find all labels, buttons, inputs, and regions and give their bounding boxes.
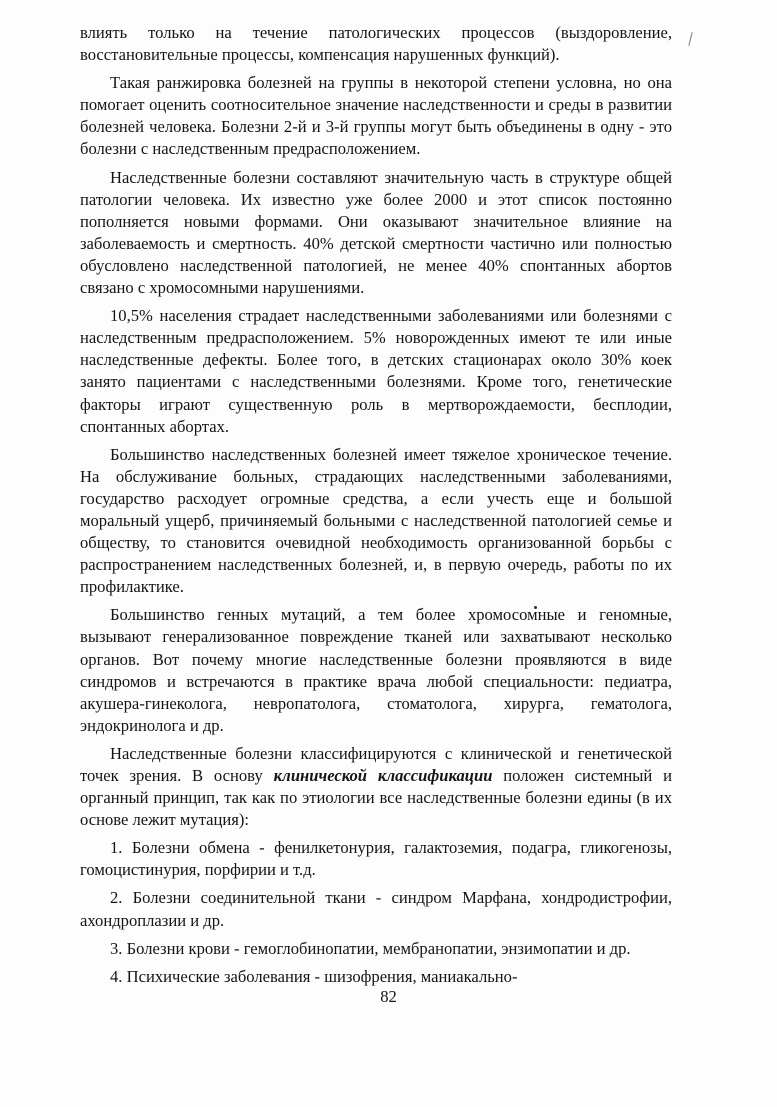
paragraph-ranking: Такая ранжировка болезней на группы в некоторой степени условна, но она помогает оценить соотносительное значение наследственности и среды в развитии болезней человека. Болезни 2-й и 3-й группы могут быть объединены в одну - это болезни с наследственным предрасположением. xyxy=(80,73,672,159)
list-item-mental: 4. Психические заболевания - шизофрения, маниакально- xyxy=(110,966,518,986)
classification-emphasis: клинической классификации xyxy=(273,766,493,785)
paragraph-pathology-structure: Наследственные болезни составляют значительную часть в структуре общей патологии человека. Их известно уже более 2000 и этот список постоянно пополняется новыми формами. Они оказывают значительное влияние на заболеваемость и смертность. 40% детской смертности частично или полностью обусловлено наследственной патологией, не менее 40% спонтанных абортов связано с хромосомными нарушениями. xyxy=(80,167,672,298)
paragraph-syndromes: Большинство генных мутаций, а тем более хромосомные и геномные, вызывают генерализованное повреждение тканей или захватывают несколько органов. Вот почему многие наследственные болезни проявляются в виде синдромов и встречаются в практике врача любой специальности: педиатра, акушера-гинеколога, невропатолога, стоматолога, хирурга, гематолога, эндокринолога и др. xyxy=(80,605,672,735)
list-item-connective-tissue: 2. Болезни соединительной ткани - синдром Марфана, хондродистрофии, ахондроплазии и др. xyxy=(80,888,672,930)
page-number: 82 xyxy=(380,987,397,1006)
paragraph-population-stats: 10,5% населения страдает наследственными заболеваниями или болезнями с наследственным предрасположением. 5% новорожденных имеют те или иные наследственные дефекты. Более того, в детских стационарах около 30% коек занято пациентами с наследственными болезнями. Кроме того, генетические факторы играют существенную роль в мертворождаемости, бесплодии, спонтанных абортах. xyxy=(80,306,672,436)
paragraph-continued: влиять только на течение патологических процессов (выздоровление, восстановительные процессы, компенсация нарушенных функций). xyxy=(80,23,672,65)
paragraph-classification xyxy=(80,743,672,831)
page-text xyxy=(80,22,672,988)
paragraph-chronic-course: Большинство наследственных болезней имеет тяжелое хроническое течение. На обслуживание больных, страдающих наследственными заболеваниями, государство расходует огромные средства, а если учесть еще и большой моральный ущерб, причиняемый больными с наследственной патологией семье и обществу, то становится очевидной необходимость организованной борьбы с распространением наследственных болезней, и, в первую очередь, работы по их профилактике. xyxy=(80,444,672,597)
classification-text-end: положен системный и органный принцип, так как по этиологии все наследственные болезни едины (в их основе лежит мутация): xyxy=(80,766,673,830)
list-item-metabolic: 1. Болезни обмена - фенилкетонурия, галактоземия, подагра, гликогенозы, гомоцистинурия, порфирии и т.д. xyxy=(80,838,672,880)
list-item-blood: 3. Болезни крови - гемоглобинопатии, мембранопатии, энзимопатии и др. xyxy=(110,938,631,958)
classification-text-start: Наследственные болезни классифицируются с клинической и генетической точек зрения. В основу xyxy=(80,743,672,785)
margin-pencil-mark xyxy=(688,32,692,46)
